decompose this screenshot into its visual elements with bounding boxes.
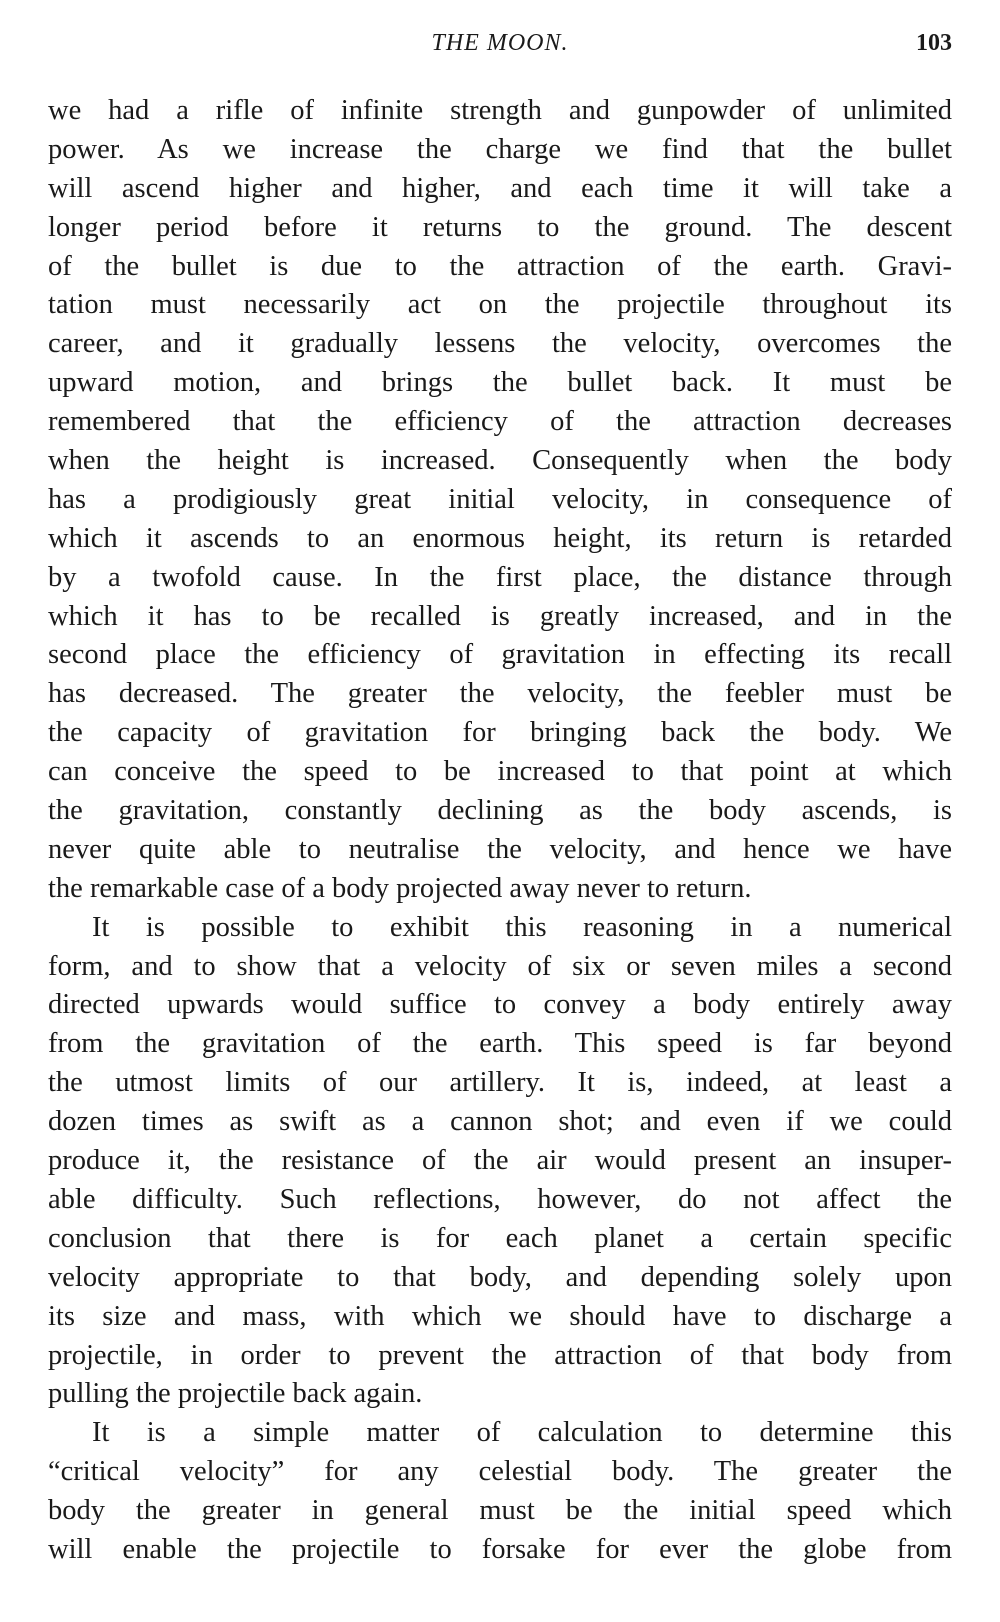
text-line: career, and it gradually lessens the velocity, overcomes the	[48, 328, 952, 360]
text-line: “critical velocity” for any celestial body. The greater the	[48, 1456, 952, 1488]
running-title: THE MOON.	[431, 30, 569, 56]
text-line: by a twofold cause. In the first place, the distance through	[48, 561, 952, 593]
paragraph-3	[48, 1414, 952, 1570]
text-line: when the height is increased. Consequently when the body	[48, 445, 952, 477]
text-line: It is possible to exhibit this reasoning in a numerical	[92, 911, 952, 943]
text-line: upward motion, and brings the bullet back. It must be	[48, 367, 952, 399]
text-line: its size and mass, with which we should have to discharge a	[48, 1300, 952, 1332]
text-line: produce it, the resistance of the air would present an insuper-	[48, 1145, 952, 1177]
paragraph-2	[48, 909, 952, 1415]
text-line: pulling the projectile back again.	[48, 1378, 423, 1410]
body-text	[48, 92, 952, 1570]
text-line: the utmost limits of our artillery. It is, indeed, at least a	[48, 1067, 952, 1099]
text-line: It is a simple matter of calculation to determine this	[92, 1417, 952, 1449]
text-line: power. As we increase the charge we find that the bullet	[48, 133, 952, 165]
text-line: the remarkable case of a body projected away never to return.	[48, 872, 752, 904]
text-line: directed upwards would suffice to convey a body entirely away	[48, 989, 952, 1021]
text-line: body the greater in general must be the initial speed which	[48, 1495, 952, 1527]
text-line: has a prodigiously great initial velocity, in consequence of	[48, 483, 952, 515]
text-line: longer period before it returns to the ground. The descent	[48, 211, 952, 243]
running-head	[48, 22, 952, 62]
text-line: able difficulty. Such reflections, however, do not affect the	[48, 1183, 952, 1215]
text-line: the capacity of gravitation for bringing back the body. We	[48, 717, 952, 749]
text-line: dozen times as swift as a cannon shot; and even if we could	[48, 1106, 952, 1138]
text-line: tation must necessarily act on the projectile throughout its	[48, 289, 952, 321]
text-line: second place the efficiency of gravitation in effecting its recall	[48, 639, 952, 671]
text-line: which it has to be recalled is greatly increased, and in the	[48, 600, 952, 632]
text-line: conclusion that there is for each planet a certain specific	[48, 1222, 952, 1254]
text-line: form, and to show that a velocity of six or seven miles a second	[48, 950, 952, 982]
text-line: the gravitation, constantly declining as the body ascends, is	[48, 795, 952, 827]
text-line: which it ascends to an enormous height, its return is retarded	[48, 522, 952, 554]
page-number: 103	[916, 30, 952, 56]
text-line: can conceive the speed to be increased to that point at which	[48, 756, 952, 788]
text-line: of the bullet is due to the attraction of the earth. Gravi-	[48, 250, 952, 282]
text-line: will enable the projectile to forsake for ever the globe from	[48, 1533, 952, 1565]
text-line: remembered that the efficiency of the attraction decreases	[48, 406, 952, 438]
text-line: has decreased. The greater the velocity, the feebler must be	[48, 678, 952, 710]
text-line: we had a rifle of infinite strength and gunpowder of unlimited	[48, 95, 952, 126]
text-line: from the gravitation of the earth. This speed is far beyond	[48, 1028, 952, 1060]
text-line: velocity appropriate to that body, and depending solely upon	[48, 1261, 952, 1293]
text-line: will ascend higher and higher, and each time it will take a	[48, 172, 952, 204]
text-line: never quite able to neutralise the velocity, and hence we have	[48, 833, 952, 865]
paragraph-1	[48, 92, 952, 909]
book-page	[48, 22, 952, 1570]
text-line: projectile, in order to prevent the attraction of that body from	[48, 1339, 952, 1371]
